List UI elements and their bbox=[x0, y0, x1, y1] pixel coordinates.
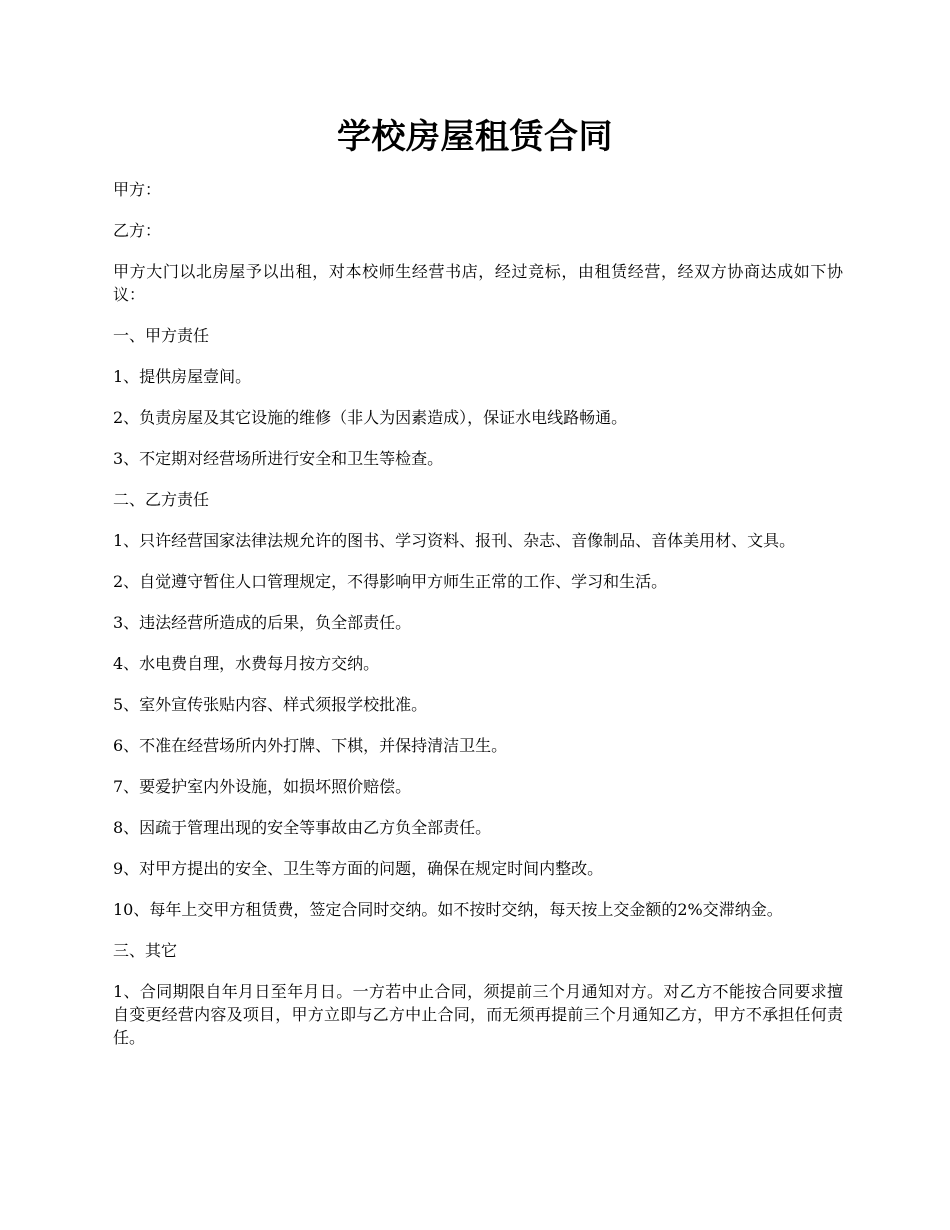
clause-paragraph: 1、只许经营国家法律法规允许的图书、学习资料、报刊、杂志、音像制品、音体美用材、文具。 bbox=[113, 531, 796, 550]
clause-paragraph: 9、对甲方提出的安全、卫生等方面的问题，确保在规定时间内整改。 bbox=[113, 859, 604, 878]
clause-paragraph: 1、提供房屋壹间。 bbox=[113, 367, 252, 386]
clause-paragraph: 4、水电费自理，水费每月按方交纳。 bbox=[113, 654, 380, 673]
intro-paragraph: 甲方大门以北房屋予以出租，对本校师生经营书店，经过竞标，由租赁经营，经双方协商达成如下协议： bbox=[113, 262, 843, 304]
party-a-line: 甲方： bbox=[113, 180, 162, 199]
clause-paragraph: 6、不准在经营场所内外打牌、下棋，并保持清洁卫生。 bbox=[113, 736, 508, 755]
clause-paragraph: 7、要爱护室内外设施，如损坏照价赔偿。 bbox=[113, 777, 412, 796]
clause-paragraph: 8、因疏于管理出现的安全等事故由乙方负全部责任。 bbox=[113, 818, 492, 837]
clause-paragraph: 5、室外宣传张贴内容、样式须报学校批准。 bbox=[113, 695, 428, 714]
document-body bbox=[113, 178, 843, 1067]
document-title: 学校房屋租赁合同 bbox=[337, 117, 613, 157]
section-heading: 三、其它 bbox=[113, 941, 178, 960]
clause-paragraph: 3、不定期对经营场所进行安全和卫生等检查。 bbox=[113, 449, 444, 468]
clause-paragraph: 2、自觉遵守暂住人口管理规定，不得影响甲方师生正常的工作、学习和生活。 bbox=[113, 572, 668, 591]
clause-paragraph: 1、合同期限自年月日至年月日。一方若中止合同，须提前三个月通知对方。对乙方不能按合同要求擅自变更经营内容及项目，甲方立即与乙方中止合同，而无须再提前三个月通知乙方，甲方不承担任何责任。 bbox=[113, 982, 843, 1047]
party-b-line: 乙方： bbox=[113, 221, 162, 240]
clause-paragraph: 2、负责房屋及其它设施的维修（非人为因素造成），保证水电线路畅通。 bbox=[113, 408, 628, 427]
clause-paragraph: 3、违法经营所造成的后果，负全部责任。 bbox=[113, 613, 412, 632]
clause-paragraph: 10、每年上交甲方租赁费，签定合同时交纳。如不按时交纳，每天按上交金额的2%交滞纳金。 bbox=[113, 900, 783, 919]
section-heading: 一、甲方责任 bbox=[113, 326, 210, 345]
section-heading: 二、乙方责任 bbox=[113, 490, 210, 509]
